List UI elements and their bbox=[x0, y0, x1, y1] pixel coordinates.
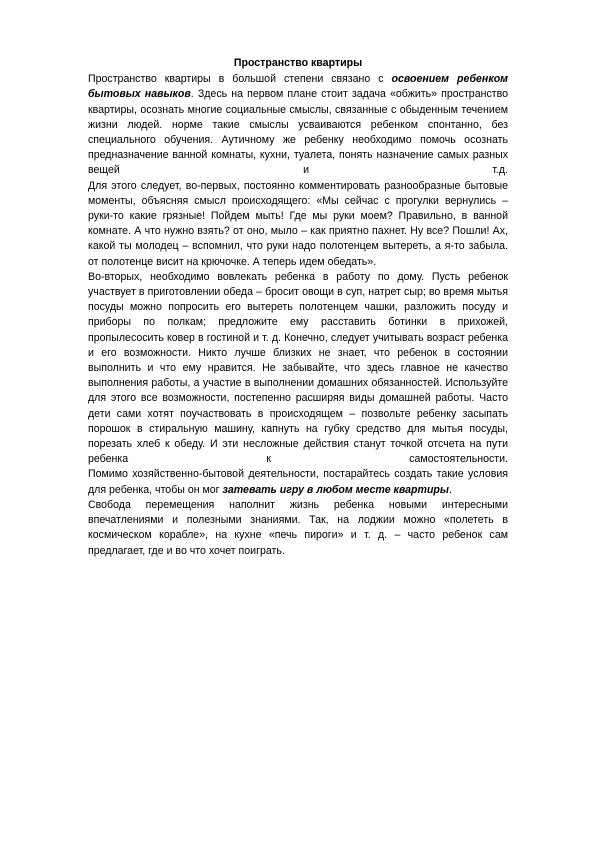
document-page bbox=[88, 56, 508, 559]
paragraph-play-anywhere bbox=[88, 467, 508, 497]
paragraph-apartment-space bbox=[88, 72, 508, 178]
paragraph-text: Пространство квартиры в большой степени связано с bbox=[88, 73, 392, 86]
paragraph-housework: Во-вторых, необходимо вовлекать ребенка в работу по дому. Пусть ребенок участвует в приготовлении обеда – бросит овощи в суп, натрет сыр; во время мытья посуды можно попросить его вытереть полотенцем чашки, разложить посуду и приборы по полкам; предложите ему расставить ботинки в прихожей, пропылесосить ковер в гостиной и т. д. Конечно, следует учитывать возраст ребенка и его возможности. Никто лучше близких не знает, что ребенок в состоянии выполнить и что ему нравится. Не забывайте, что здесь главное не качество выполнения работы, а участие в выполнении домашних обязанностей. Используйте для этого все возможности, постепенно расширяя виды домашней работы. Часто дети сами хотят поучаствовать в происходящем – позвольте ребенку засыпать порошок в стиральную машину, капнуть на губку средство для мытья посуды, порезать хлеб к обеду. И эти несложные действия станут точкой отсчета на пути ребенка к самостоятельности. bbox=[88, 270, 508, 466]
paragraph-text: Помимо хозяйственно-бытовой деятельности, постарайтесь создать такие условия для ребенка, чтобы он мог bbox=[88, 468, 508, 496]
emphasis-household-skills: освоением ребенком бытовых навыков bbox=[88, 73, 508, 101]
paragraph-freedom-of-movement: Свобода перемещения наполнит жизнь ребенка новыми интересными впечатлениями и полезными знаниями. Так, на лоджии можно «полететь в космическом корабле», на кухне «печь пироги» и т. д. – часто ребенок сам предлагает, где и во что хочет поиграть. bbox=[88, 498, 508, 557]
paragraph-text: . bbox=[448, 483, 452, 496]
paragraph-text: . Здесь на первом плане стоит задача «обжить» пространство квартиры, осознать многие социальные смыслы, связанные с обыденным течением жизни людей. норме такие смыслы усваиваются ребенком спонтанно, без специального обучения. Аутичному же ребенку необходимо помочь осознать предназначение ванной комнаты, кухни, туалета, понять назначение самых разных вещей и т.д. bbox=[88, 88, 508, 177]
document-title: Пространство квартиры bbox=[233, 57, 363, 69]
emphasis-play-anywhere: затевать игру в любом месте квартиры bbox=[222, 483, 449, 496]
paragraph-commenting: Для этого следует, во-первых, постоянно комментировать разнообразные бытовые моменты, объясняя смысл происходящего: «Мы сейчас с прогулки вернулись – руки-то какие грязные! Пойдем мыть! Где мы руки моем? Правильно, в ванной комнате. А что нужно взять? от оно, мыло – как приятно пахнет. Ну все? Пошли! Ах, какой ты молодец – вспомнил, что руки надо полотенцем вытереть, а я-то забыла. от полотенце висит на крючочке. А теперь идем обедать». bbox=[88, 179, 508, 268]
